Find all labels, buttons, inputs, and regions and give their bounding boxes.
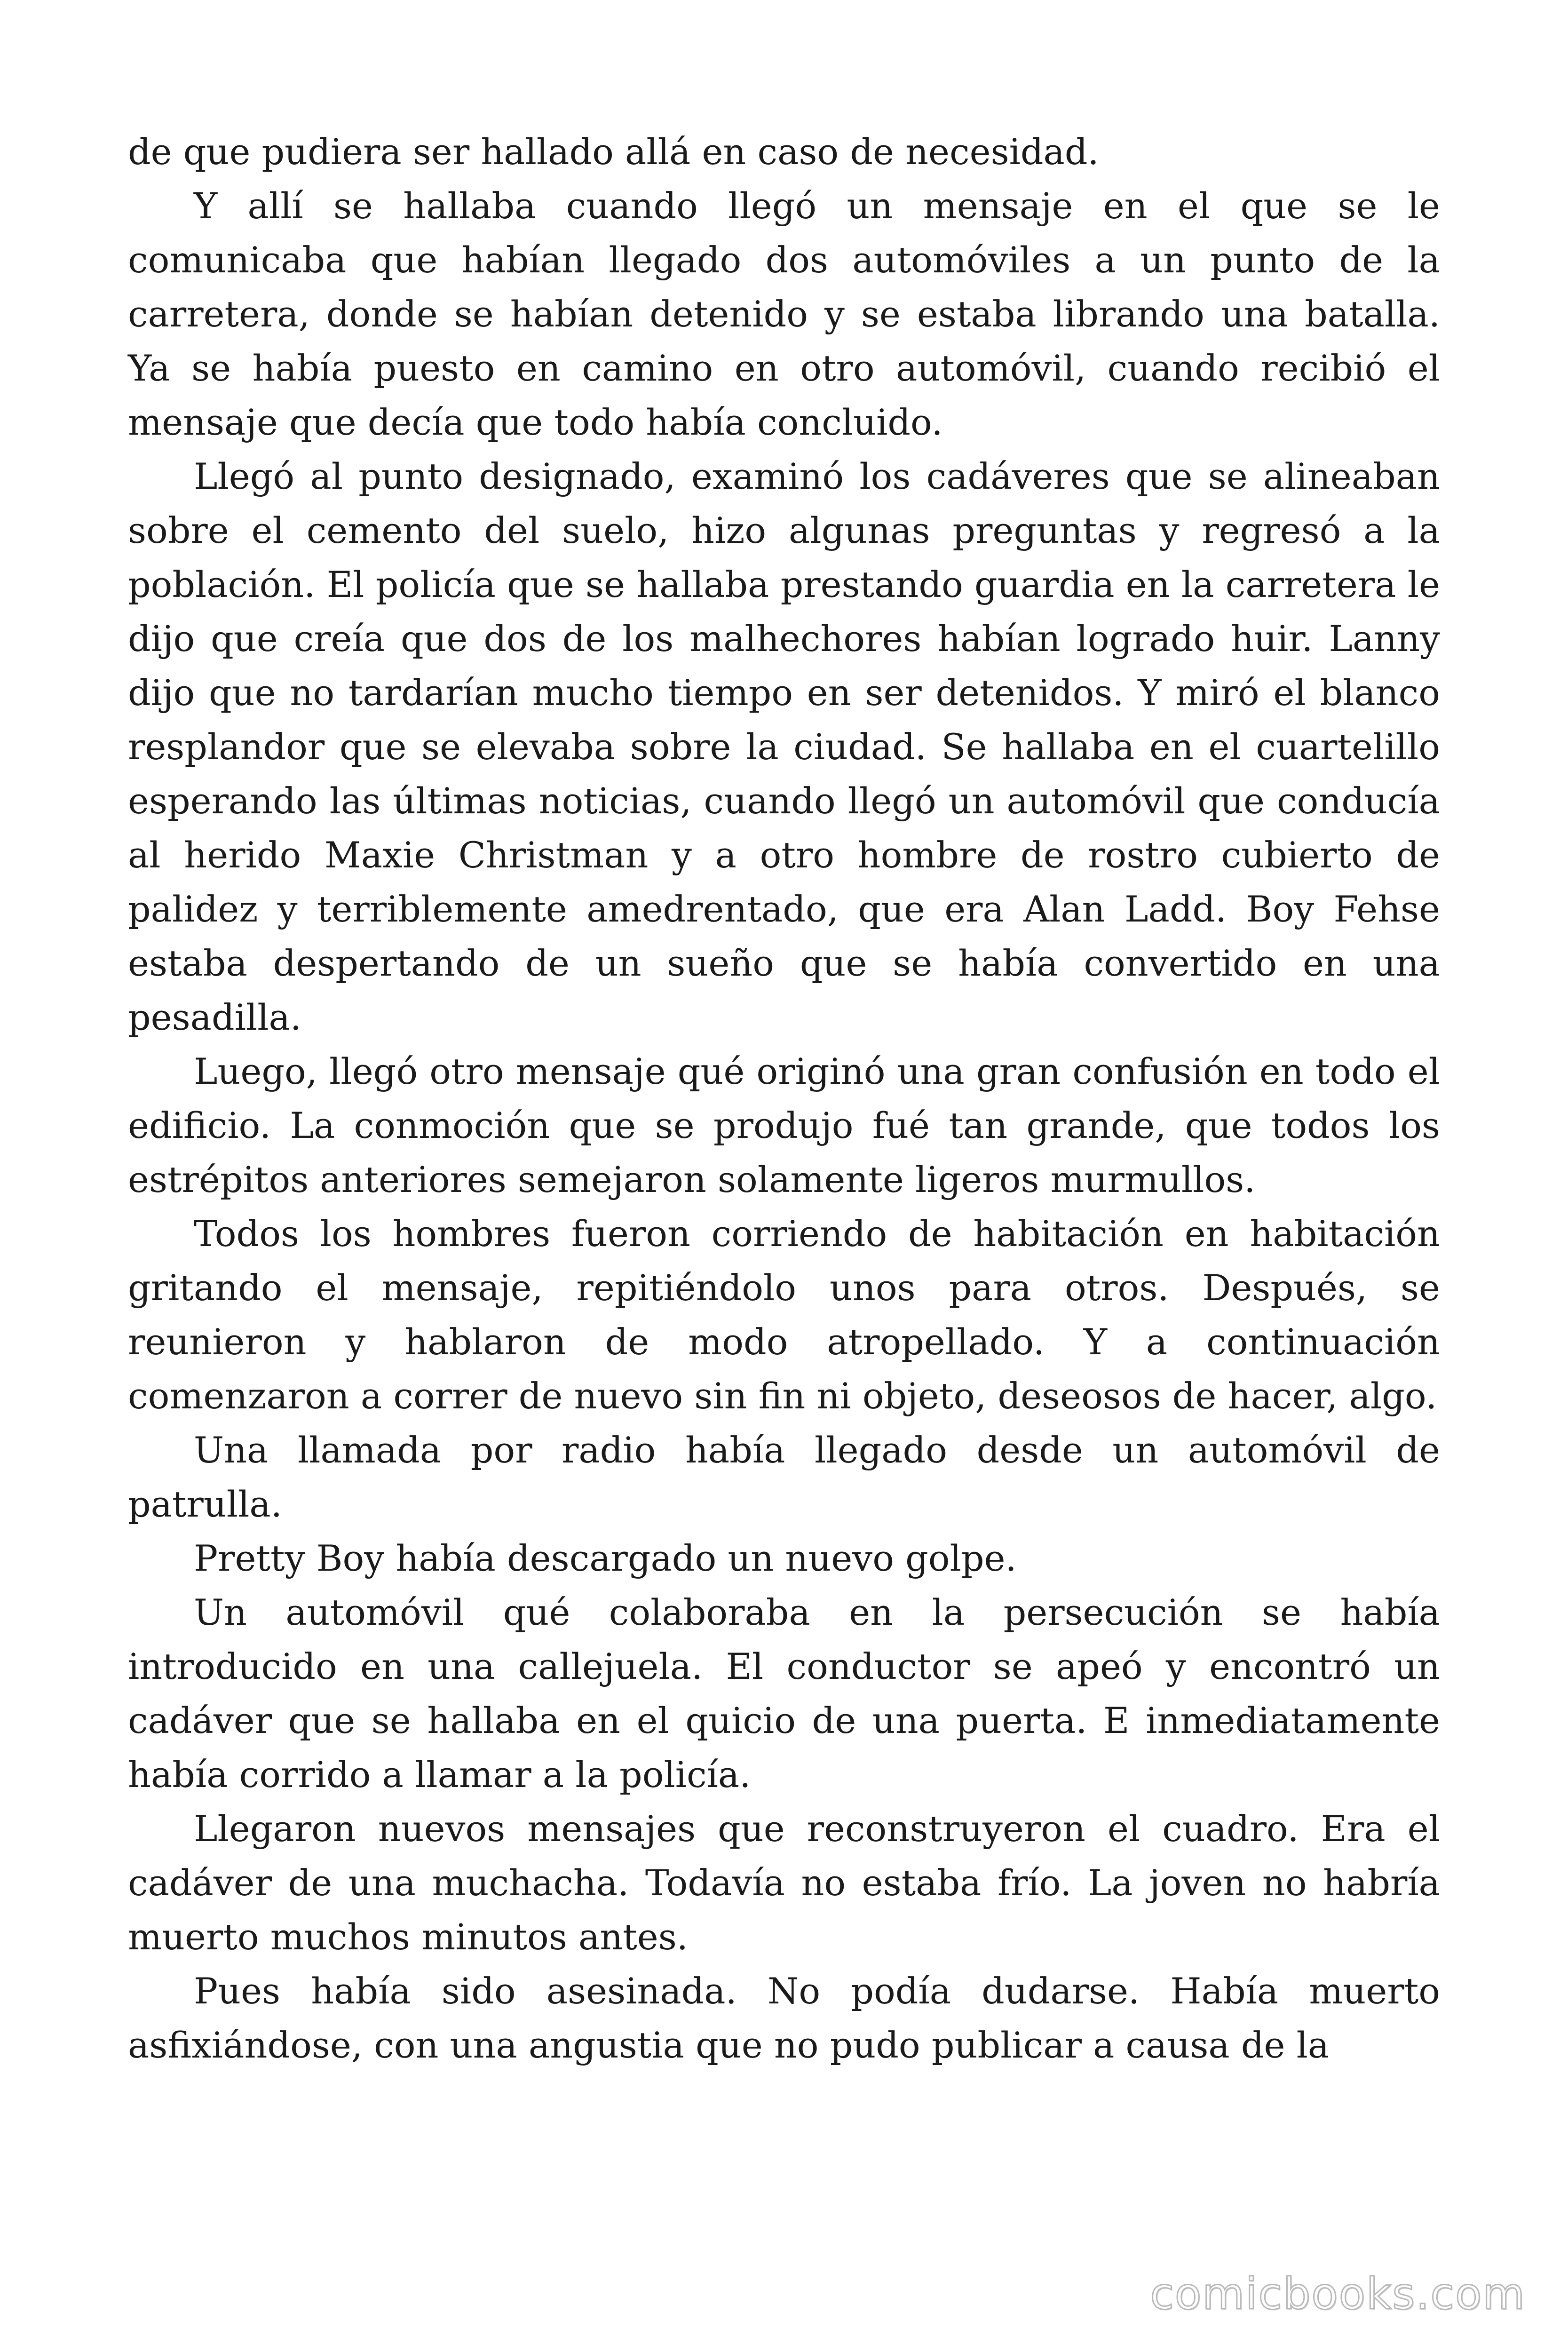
paragraph: Una llamada por radio había llegado desde un automóvil de patrulla. — [128, 1429, 1440, 1525]
paragraph: Todos los hombres fueron corriendo de habitación en habitación gritando el mensaje, repitiéndolo unos para otros. Después, se reunieron y hablaron de modo atropellado. Y a continuación comenzaron a correr de nuevo sin fin ni objeto, deseosos de hacer, algo. — [128, 1213, 1440, 1417]
paragraph: de que pudiera ser hallado allá en caso de necesidad. — [128, 131, 1099, 173]
paragraph: Llegó al punto designado, examinó los cadáveres que se alineaban sobre el cemento del suelo, hizo algunas preguntas y regresó a la población. El policía que se hallaba prestando guardia en la carretera le dijo que creía que dos de los malhechores habían logrado huir. Lanny dijo que no tardarían mucho tiempo en ser detenidos. Y miró el blanco resplandor que se elevaba sobre la ciudad. Se hallaba en el cuartelillo esperando las últimas noticias, cuando llegó un automóvil que conducía al herido Maxie Christman y a otro hombre de rostro cubierto de palidez y terriblemente amedrentado, que era Alan Ladd. Boy Fehse estaba despertando de un sueño que se había convertido en una pesadilla. — [128, 455, 1440, 1038]
paragraph: Pretty Boy había descargado un nuevo golpe. — [194, 1537, 1017, 1579]
paragraph: Un automóvil qué colaboraba en la persecución se había introducido en una callejuela. El conductor se apeó y encontró un cadáver que se hallaba en el quicio de una puerta. E inmediatamente había corrido a llamar a la policía. — [128, 1591, 1440, 1796]
paragraph: Y allí se hallaba cuando llegó un mensaje en el que se le comunicaba que habían llegado dos automóviles a un punto de la carretera, donde se habían detenido y se estaba librando una batalla. Ya se había puesto en camino en otro automóvil, cuando recibió el mensaje que decía que todo había concluido. — [128, 185, 1440, 443]
watermark: comicbooks.com — [1150, 2269, 1526, 2319]
paragraph: Pues había sido asesinada. No podía dudarse. Había muerto asfixiándose, con una angustia que no pudo publicar a causa de la — [128, 1970, 1440, 2066]
page-body — [128, 125, 1440, 2072]
paragraph: Llegaron nuevos mensajes que reconstruyeron el cuadro. Era el cadáver de una muchacha. Todavía no estaba frío. La joven no habría muerto muchos minutos antes. — [128, 1808, 1440, 1958]
paragraph: Luego, llegó otro mensaje qué originó una gran confusión en todo el edificio. La conmoción que se produjo fué tan grande, que todos los estrépitos anteriores semejaron solamente ligeros murmullos. — [128, 1050, 1440, 1200]
